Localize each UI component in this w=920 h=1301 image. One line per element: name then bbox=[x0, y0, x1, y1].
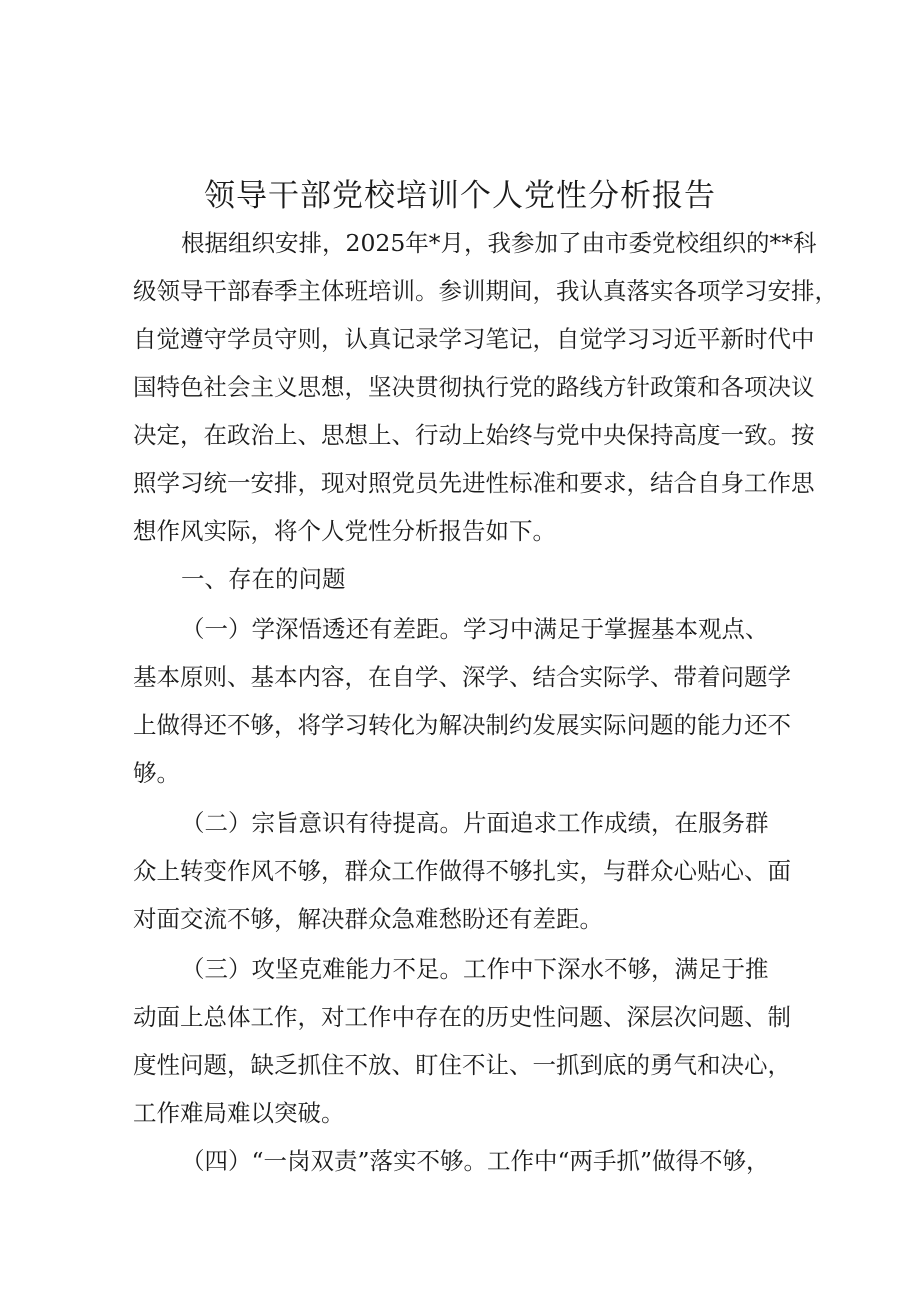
paragraph-line: 级领导干部春季主体班培训。参训期间，我认真落实各项学习安排， bbox=[133, 277, 838, 305]
paragraph-line: 众上转变作风不够，群众工作做得不够扎实，与群众心贴心、面 bbox=[133, 857, 791, 885]
paragraph-line: 照学习统一安排，现对照党员先进性标准和要求，结合自身工作思 bbox=[133, 469, 815, 497]
paragraph-line: 根据组织安排，2025年*月，我参加了由市委党校组织的**科 bbox=[181, 229, 817, 257]
paragraph-line: 自觉遵守学员守则，认真记录学习笔记，自觉学习习近平新时代中 bbox=[133, 325, 815, 353]
paragraph-line: 度性问题，缺乏抓住不放、盯住不让、一抓到底的勇气和决心， bbox=[133, 1051, 791, 1079]
document-title: 领导干部党校培训个人党性分析报告 bbox=[204, 178, 716, 214]
paragraph-line: （四）“一岗双责”落实不够。工作中“两手抓”做得不够， bbox=[181, 1147, 770, 1175]
paragraph-line: 上做得还不够，将学习转化为解决制约发展实际问题的能力还不 bbox=[133, 711, 791, 739]
paragraph-line: 国特色社会主义思想，坚决贯彻执行党的路线方针政策和各项决议 bbox=[133, 373, 815, 401]
paragraph-line: 工作难局难以突破。 bbox=[133, 1099, 345, 1127]
paragraph-line: （二）宗旨意识有待提高。片面追求工作成绩，在服务群 bbox=[181, 809, 769, 837]
paragraph-line: 决定，在政治上、思想上、行动上始终与党中央保持高度一致。按 bbox=[133, 421, 815, 449]
section-heading: 一、存在的问题 bbox=[181, 565, 346, 593]
paragraph-line: 够。 bbox=[133, 759, 180, 787]
paragraph-line: 想作风实际，将个人党性分析报告如下。 bbox=[133, 517, 556, 545]
paragraph-line: 对面交流不够，解决群众急难愁盼还有差距。 bbox=[133, 905, 603, 933]
paragraph-line: （三）攻坚克难能力不足。工作中下深水不够，满足于推 bbox=[181, 955, 769, 983]
paragraph-line: （一）学深悟透还有差距。学习中满足于掌握基本观点、 bbox=[181, 615, 769, 643]
paragraph-line: 基本原则、基本内容，在自学、深学、结合实际学、带着问题学 bbox=[133, 663, 791, 691]
paragraph-line: 动面上总体工作，对工作中存在的历史性问题、深层次问题、制 bbox=[133, 1003, 791, 1031]
